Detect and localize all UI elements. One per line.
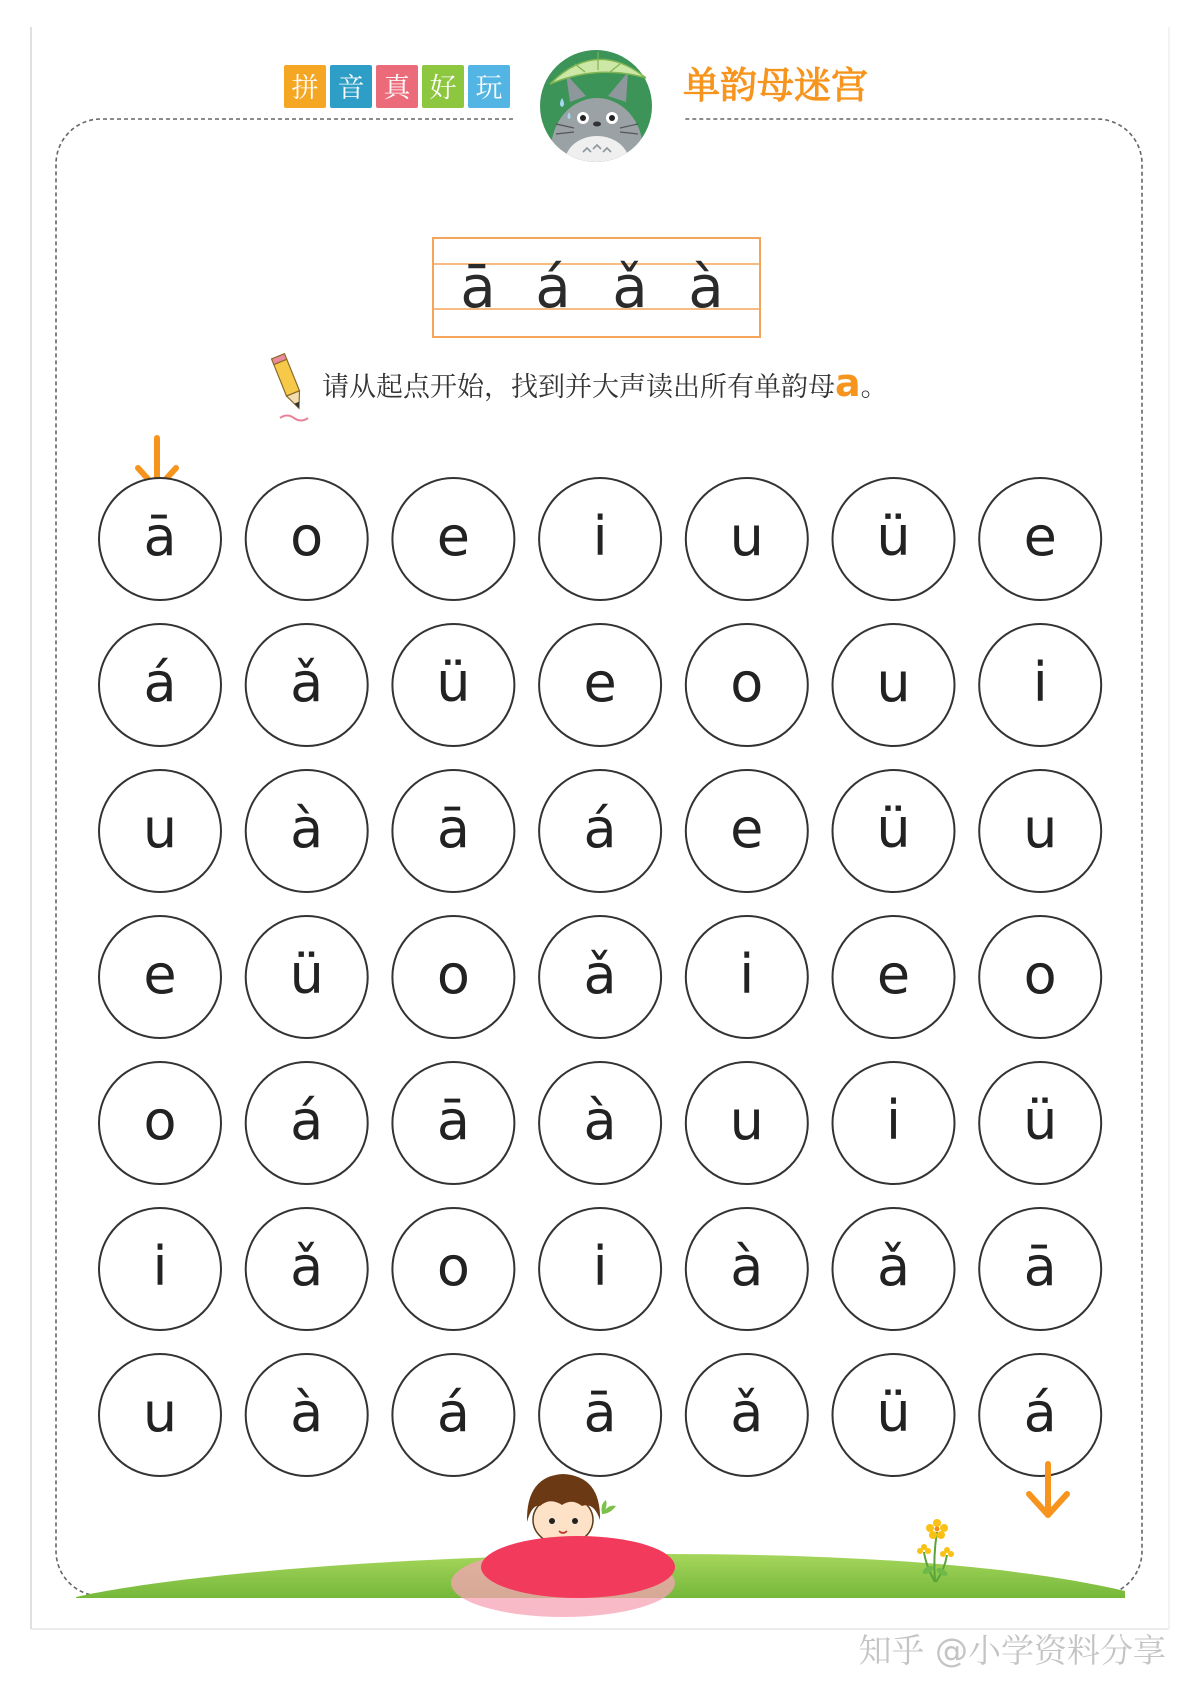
- maze-cell-letter: o: [1023, 943, 1057, 1006]
- maze-cell-letter: ü: [876, 505, 911, 568]
- maze-cell-letter: á: [436, 1381, 470, 1444]
- maze-cell: [99, 478, 221, 600]
- maze-cell: [539, 1062, 661, 1184]
- maze-cell: [392, 1208, 514, 1330]
- maze-cell-letter: e: [143, 943, 177, 1006]
- maze-cell-letter: ǎ: [876, 1235, 911, 1298]
- maze-cell-letter: ü: [289, 943, 324, 1006]
- focus-letter: ǎ: [612, 253, 648, 321]
- maze-cell-letter: u: [1023, 797, 1058, 860]
- maze-cell-letter: ā: [436, 797, 470, 860]
- instruction-target-letter: a: [835, 361, 861, 405]
- maze-cell-letter: o: [436, 943, 470, 1006]
- maze-cell: [686, 478, 808, 600]
- focus-letter: ā: [460, 253, 496, 321]
- watermark: 知乎 @小学资料分享: [858, 1631, 1166, 1670]
- maze-cell-letter: ā: [1023, 1235, 1057, 1298]
- petal: [933, 1519, 941, 1527]
- maze-cell-letter: u: [142, 1381, 178, 1444]
- maze-cell: [686, 1354, 808, 1476]
- maze-cell: [539, 916, 661, 1038]
- maze-cell: [99, 1208, 221, 1330]
- totoro-pupil: [580, 115, 586, 121]
- maze-grid: [99, 478, 1101, 1476]
- maze-cell: [979, 1354, 1101, 1476]
- child-eye: [572, 1518, 578, 1524]
- series-tile: [284, 65, 326, 108]
- maze-cell: [392, 478, 514, 600]
- petal: [926, 1524, 934, 1532]
- series-tile-char: 玩: [475, 73, 503, 104]
- totoro-pupil: [609, 115, 615, 121]
- maze-cell-letter: e: [876, 943, 911, 1006]
- maze-cell: [246, 1208, 368, 1330]
- maze-cell-letter: ā: [143, 505, 177, 568]
- series-badge: [284, 65, 510, 108]
- maze-cell: [979, 1062, 1101, 1184]
- maze-cell-letter: à: [290, 797, 324, 860]
- instruction-end: 。: [860, 372, 888, 403]
- maze-cell-letter: o: [730, 651, 764, 714]
- maze-cell-letter: ā: [436, 1089, 470, 1152]
- maze-cell-letter: ǎ: [730, 1381, 764, 1444]
- maze-cell-letter: u: [729, 505, 764, 568]
- maze-cell-letter: à: [730, 1235, 764, 1298]
- maze-cell: [392, 916, 514, 1038]
- maze-cell-letter: ü: [876, 1381, 911, 1444]
- totoro-belly: [565, 136, 629, 188]
- focus-letters-box: [433, 238, 760, 337]
- pink-scribble: [451, 1536, 675, 1617]
- totoro-avatar: [540, 50, 652, 202]
- series-tile: [330, 65, 372, 108]
- maze-cell-letter: u: [142, 797, 178, 860]
- maze-cell-letter: á: [290, 1089, 324, 1152]
- maze-cell: [99, 1062, 221, 1184]
- maze-cell: [392, 1354, 514, 1476]
- totoro-nose: [593, 122, 601, 127]
- maze-cell: [99, 770, 221, 892]
- maze-cell: [392, 1062, 514, 1184]
- maze-cell-letter: i: [739, 943, 755, 1006]
- maze-cell: [539, 624, 661, 746]
- petal: [940, 1524, 948, 1532]
- instruction-text: [322, 361, 888, 405]
- maze-cell-letter: á: [143, 651, 177, 714]
- maze-cell: [686, 770, 808, 892]
- maze-cell-letter: u: [876, 651, 911, 714]
- maze-cell-letter: e: [730, 797, 764, 860]
- maze-cell-letter: ǎ: [290, 651, 324, 714]
- maze-cell-letter: o: [143, 1089, 177, 1152]
- maze-cell: [686, 916, 808, 1038]
- maze-cell: [833, 1208, 955, 1330]
- maze-cell: [686, 1062, 808, 1184]
- maze-cell: [979, 770, 1101, 892]
- maze-cell: [833, 624, 955, 746]
- series-tile-char: 好: [429, 73, 457, 104]
- maze-cell: [539, 770, 661, 892]
- pencil-body: [274, 359, 300, 396]
- flower-center: [935, 1527, 940, 1532]
- maze-cell-letter: ǎ: [290, 1235, 324, 1298]
- maze-cell-letter: i: [152, 1235, 168, 1298]
- maze-cell: [539, 1354, 661, 1476]
- series-tile-char: 拼: [291, 73, 319, 104]
- maze-cell: [833, 916, 955, 1038]
- maze-cell: [833, 478, 955, 600]
- maze-cell-letter: ā: [583, 1381, 617, 1444]
- series-tile-char: 音: [337, 73, 365, 104]
- series-tile: [376, 65, 418, 108]
- pencil-scribble: [280, 416, 308, 421]
- pencil-icon: [272, 354, 306, 411]
- petal: [925, 1548, 931, 1554]
- maze-cell-letter: á: [583, 797, 617, 860]
- maze-cell: [979, 624, 1101, 746]
- petal: [940, 1551, 946, 1557]
- maze-cell: [246, 916, 368, 1038]
- maze-cell-letter: o: [436, 1235, 470, 1298]
- focus-letter: á: [535, 253, 571, 321]
- maze-cell-letter: e: [1023, 505, 1057, 568]
- petal: [937, 1531, 945, 1539]
- petal: [948, 1551, 954, 1557]
- series-tile-char: 真: [383, 73, 411, 104]
- maze-cell: [833, 1062, 955, 1184]
- maze-cell: [539, 478, 661, 600]
- maze-cell: [99, 1354, 221, 1476]
- maze-cell-letter: ü: [1023, 1089, 1058, 1152]
- maze-cell-letter: o: [290, 505, 324, 568]
- maze-cell-letter: i: [885, 1089, 902, 1152]
- maze-cell: [979, 478, 1101, 600]
- maze-cell-letter: i: [592, 1235, 608, 1298]
- maze-cell-letter: à: [290, 1381, 324, 1444]
- maze-cell: [833, 1354, 955, 1476]
- sprout-icon: [602, 1500, 617, 1514]
- maze-cell: [99, 624, 221, 746]
- maze-cell: [246, 1354, 368, 1476]
- maze-cell-letter: ǎ: [583, 943, 617, 1006]
- maze-cell: [979, 916, 1101, 1038]
- maze-cell: [246, 770, 368, 892]
- maze-cell: [686, 624, 808, 746]
- maze-cell: [539, 1208, 661, 1330]
- maze-cell: [686, 1208, 808, 1330]
- maze-cell-letter: à: [583, 1089, 617, 1152]
- series-tile: [468, 65, 510, 108]
- child-eye: [549, 1518, 555, 1524]
- maze-cell-letter: u: [729, 1089, 764, 1152]
- maze-cell-letter: ü: [876, 797, 911, 860]
- petal: [929, 1531, 937, 1539]
- maze-cell: [392, 624, 514, 746]
- maze-cell: [246, 1062, 368, 1184]
- scribble-inner: [481, 1536, 675, 1598]
- maze-cell: [99, 916, 221, 1038]
- maze-cell: [246, 624, 368, 746]
- maze-cell: [246, 478, 368, 600]
- maze-cell: [392, 770, 514, 892]
- maze-cell-letter: e: [436, 505, 471, 568]
- series-tile: [422, 65, 464, 108]
- maze-cell-letter: e: [583, 651, 617, 714]
- instruction-main: 请从起点开始，找到并大声读出所有单韵母: [322, 372, 835, 403]
- focus-letter: à: [688, 253, 724, 321]
- child-icon: [527, 1474, 616, 1545]
- maze-cell-letter: ü: [436, 651, 471, 714]
- maze-cell-letter: á: [1023, 1381, 1057, 1444]
- petal: [917, 1548, 923, 1554]
- maze-cell-letter: i: [1032, 651, 1048, 714]
- page-title: 单韵母迷宫: [683, 64, 868, 107]
- maze-cell: [833, 770, 955, 892]
- maze-cell-letter: i: [592, 505, 608, 568]
- maze-cell: [979, 1208, 1101, 1330]
